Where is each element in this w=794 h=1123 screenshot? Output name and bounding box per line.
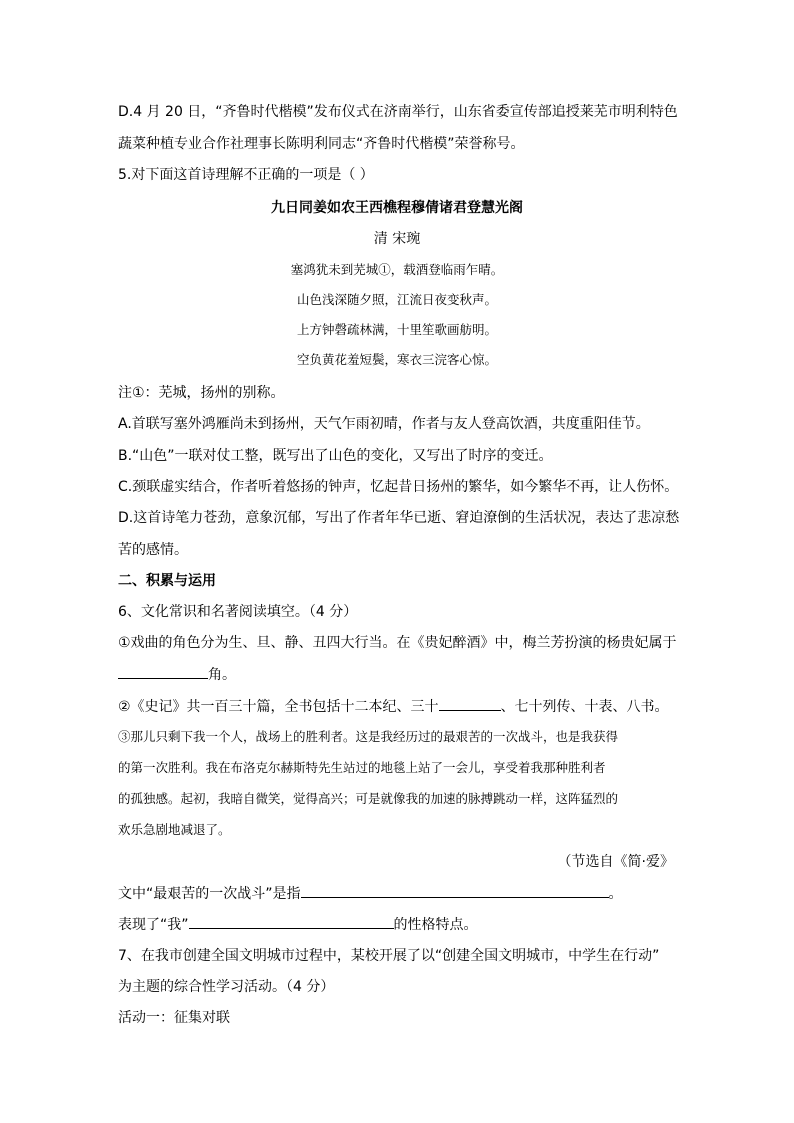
q7-activity1: 活动一：征集对联 <box>118 1010 230 1026</box>
q6-item2 <box>118 696 669 717</box>
q6-item2-suffix: 、七十列传、十表、八书。 <box>500 699 669 715</box>
q4-option-d-line1: D.4 月 20 日，“齐鲁时代楷模”发布仪式在济南举行，山东省委宣传部追授莱芜市明利特色 <box>118 104 678 120</box>
q4-option-d-line2: 蔬菜种植专业合作社理事长陈明利同志“齐鲁时代楷模”荣誉称号。 <box>118 136 525 152</box>
q6-fill1-prefix: 文中“最艰苦的一次战斗”是指 <box>118 886 301 902</box>
q5-option-d-line2: 苦的感情。 <box>118 542 188 558</box>
q5-option-c: C.颈联虚实结合，作者听着悠扬的钟声，忆起昔日扬州的繁华，如今繁华不再，让人伤怀。 <box>118 479 679 495</box>
q7-line2: 为主题的综合性学习活动。（4 分） <box>118 979 335 995</box>
q5-option-b: B.“山色”一联对仗工整，既写出了山色的变化，又写出了时序的变迁。 <box>118 448 553 464</box>
excerpt-source: （节选自《简·爱》 <box>557 854 674 870</box>
answer-blank-3[interactable] <box>301 883 609 898</box>
q6-fill2-prefix: 表现了“我” <box>118 917 189 933</box>
q7-line1: 7、在我市创建全国文明城市过程中，某校开展了以“创建全国文明城市，中学生在行动” <box>118 948 660 964</box>
q6-item1-line1: ①戏曲的角色分为生、旦、静、丑四大行当。在《贵妃醉酒》中，梅兰芳扮演的杨贵妃属于 <box>118 635 677 651</box>
q5-stem: 5.对下面这首诗理解不正确的一项是（ ） <box>118 167 374 183</box>
q5-option-d-line1: D.这首诗笔力苍劲，意象沉郁，写出了作者年华已逝、窘迫潦倒的生活状况，表达了悲凉愁 <box>118 510 680 526</box>
poem-author: 清 宋琬 <box>373 231 421 247</box>
q6-fill2 <box>118 914 478 935</box>
poem-line-2: 山色浅深随夕照，江流日夜变秋声。 <box>296 292 497 307</box>
answer-blank-4[interactable] <box>189 914 394 929</box>
q6-fill2-suffix: 的性格特点。 <box>393 917 478 933</box>
poem-line-4: 空负黄花羞短鬓，寒衣三浣客心惊。 <box>296 352 497 367</box>
q6-fill1-suffix: 。 <box>608 886 623 902</box>
q6-item3-line2: 的第一次胜利。我在布洛克尔赫斯特先生站过的地毯上站了一会儿，享受着我那种胜利者 <box>118 760 606 775</box>
poem-line-3: 上方钟磬疏林满，十里笙歌画舫明。 <box>296 322 497 337</box>
q6-item1-suffix: 角。 <box>208 667 236 683</box>
q6-item1-line2 <box>118 664 236 685</box>
q6-item3-line3: 的孤独感。起初，我暗自微笑，觉得高兴；可是就像我的加速的脉搏跳动一样，这阵猛烈的 <box>118 791 619 806</box>
poem-note: 注①：芜城，扬州的别称。 <box>118 385 285 401</box>
poem-title: 九日同姜如农王西樵程穆倩诸君登慧光阁 <box>271 200 523 216</box>
q6-item2-prefix: ②《史记》共一百三十篇，全书包括十二本纪、三十 <box>118 699 439 715</box>
answer-blank-1[interactable] <box>118 664 208 679</box>
q6-item3-line1: ③那儿只剩下我一个人，战场上的胜利者。这是我经历过的最艰苦的一次战斗，也是我获得 <box>118 729 619 744</box>
q6-item3-line4: 欢乐急剧地减退了。 <box>118 822 231 837</box>
q5-option-a: A.首联写塞外鸿雁尚未到扬州，天气乍雨初晴，作者与友人登高饮酒，共度重阳佳节。 <box>118 416 650 432</box>
answer-blank-2[interactable] <box>439 696 501 711</box>
poem-line-1: 塞鸿犹未到芜城①，载酒登临雨乍晴。 <box>290 262 504 277</box>
section-heading: 二、积累与运用 <box>118 573 216 589</box>
q6-fill1 <box>118 883 623 904</box>
q6-stem: 6、文化常识和名著阅读填空。（4 分） <box>118 604 358 620</box>
